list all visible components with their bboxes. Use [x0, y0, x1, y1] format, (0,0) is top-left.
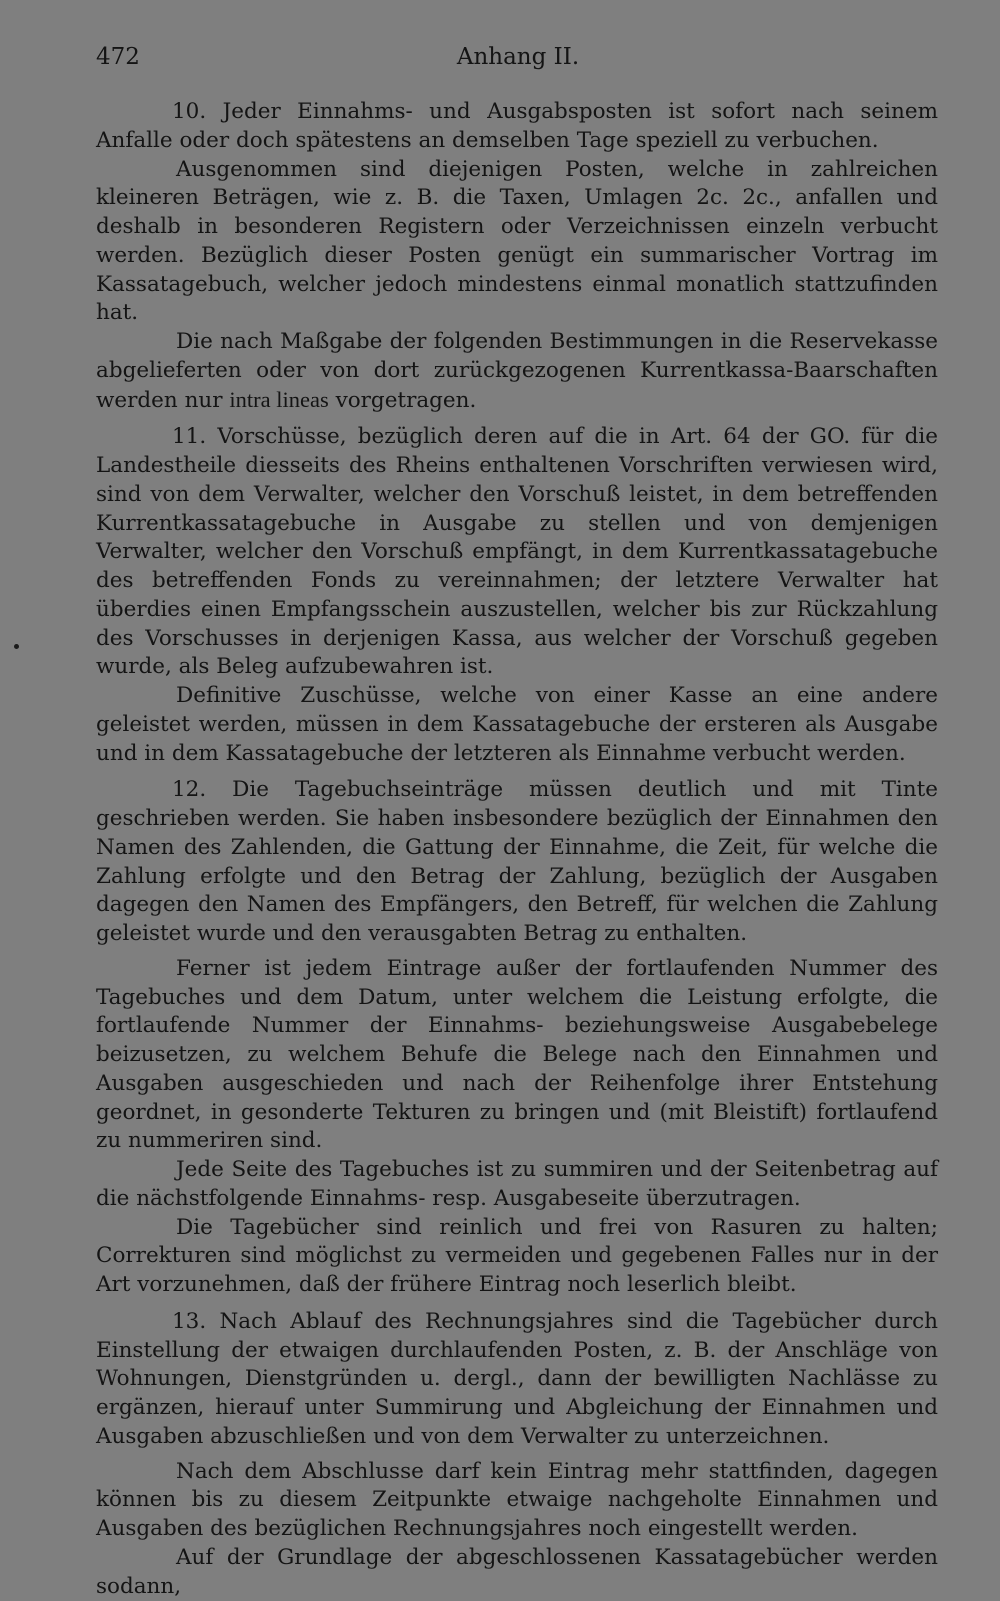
paragraph-11-zuschuesse: Definitive Zuschüsse, welche von einer Kasse an eine andere geleistet werden, müssen in dem Kassatagebuche der ersteren als Ausgabe und in dem Kassatagebuche der letzteren als Einnahme verbucht werden.	[96, 683, 938, 766]
paragraph-12-corrections: Die Tagebücher sind reinlich und frei von Rasuren zu halten; Correkturen sind möglichst zu vermeiden und gegebenen Falles nur in der Art vorzunehmen, daß der frühere Eintrag noch leserlich bleibt.	[96, 1214, 938, 1297]
paragraph-12-page-sums: Jede Seite des Tagebuches ist zu summiren und der Seitenbetrag auf die nächstfolgende Einnahms- resp. Ausgabeseite überzutragen.	[96, 1157, 938, 1211]
running-head: Anhang II.	[456, 44, 580, 70]
paragraph-10-exceptions: Ausgenommen sind diejenigen Posten, welche in zahlreichen kleineren Beträgen, wie z. B. die Taxen, Umlagen 2c. 2c., anfallen und deshalb in besonderen Registern oder Verzeichnissen einzeln verbucht werden. Bezüglich dieser Posten genügt ein summarischer Vortrag im Kassatagebuch, welcher jedoch mindestens einmal monatlich stattzufinden hat.	[96, 156, 938, 326]
paragraph-12-numbering: Ferner ist jedem Eintrage außer der fortlaufenden Nummer des Tagebuches und dem Datum, unter welchem die Leistung erfolgte, die fortlaufende Nummer der Einnahms- beziehungsweise Ausgabebelege beizusetzen, zu welchem Behufe die Belege nach den Einnahmen und Ausgaben ausgeschieden und nach der Reihenfolge ihrer Entstehung geordnet, in gesonderte Tekturen zu bringen und (mit Bleistift) fortlaufend zu nummeriren sind.	[96, 955, 938, 1154]
paragraph-text: Die nach Maßgabe der folgenden Bestimmungen in die Reservekasse abgelieferten oder von dort zurückgezogenen Kurrentkassa-Baarschaften werden nur	[96, 329, 938, 413]
paragraph-10-reserve-kasse	[96, 328, 938, 415]
paragraph-12: 12. Die Tagebuchseinträge müssen deutlich und mit Tinte geschrieben werden. Sie haben insbesondere bezüglich der Einnahmen den Namen des Zahlenden, die Gattung der Einnahme, die Zeit, für welche die Zahlung erfolgte und den Betrag der Zahlung, bezüglich der Ausgaben dagegen den Namen des Empfängers, den Betreff, für welchen die Zahlung geleistet wurde und den verausgabten Betrag zu enthalten.	[96, 777, 938, 946]
margin-speck	[14, 644, 19, 649]
paragraph-13: 13. Nach Ablauf des Rechnungsjahres sind die Tagebücher durch Einstellung der etwaigen durchlaufenden Posten, z. B. der Anschläge von Wohnungen, Dienstgründen u. dergl., dann der bewilligten Nachlässe zu ergänzen, hierauf unter Summirung und Abgleichung der Einnahmen und Ausgaben abzuschließen und von dem Verwalter zu unterzeichnen.	[96, 1308, 938, 1449]
body-text	[96, 98, 938, 1601]
page-number: 472	[96, 44, 140, 70]
latin-term: intra lineas	[229, 386, 329, 412]
paragraph-13-continuation: Auf der Grundlage der abgeschlossenen Kassatagebücher werden sodann,	[96, 1544, 938, 1599]
paragraph-text: vorgetragen.	[328, 387, 477, 413]
page-header	[96, 44, 940, 78]
paragraph-11: 11. Vorschüsse, bezüglich deren auf die in Art. 64 der GO. für die Landestheile diesseits des Rheins enthaltenen Vorschriften verwiesen wird, sind von dem Verwalter, welcher den Vorschuß leistet, in dem betreffenden Kurrentkassatagebuche in Ausgabe zu stellen und von demjenigen Verwalter, welcher den Vorschuß empfängt, in dem Kurrentkassatagebuche des betreffenden Fonds zu vereinnahmen; der letztere Verwalter hat überdies einen Empfangsschein auszustellen, welcher bis zur Rückzahlung des Vorschusses in derjenigen Kassa, aus welcher der Vorschuß gegeben wurde, als Beleg aufzubewahren ist.	[96, 424, 938, 680]
paragraph-13-after-closing: Nach dem Abschlusse darf kein Eintrag mehr stattfinden, dagegen können bis zu diesem Zeitpunkte etwaige nachgeholte Einnahmen und Ausgaben des bezüglichen Rechnungsjahres noch eingestellt werden.	[96, 1458, 938, 1541]
paragraph-10: 10. Jeder Einnahms- und Ausgabsposten ist sofort nach seinem Anfalle oder doch spätestens an demselben Tage speziell zu verbuchen.	[96, 99, 938, 153]
